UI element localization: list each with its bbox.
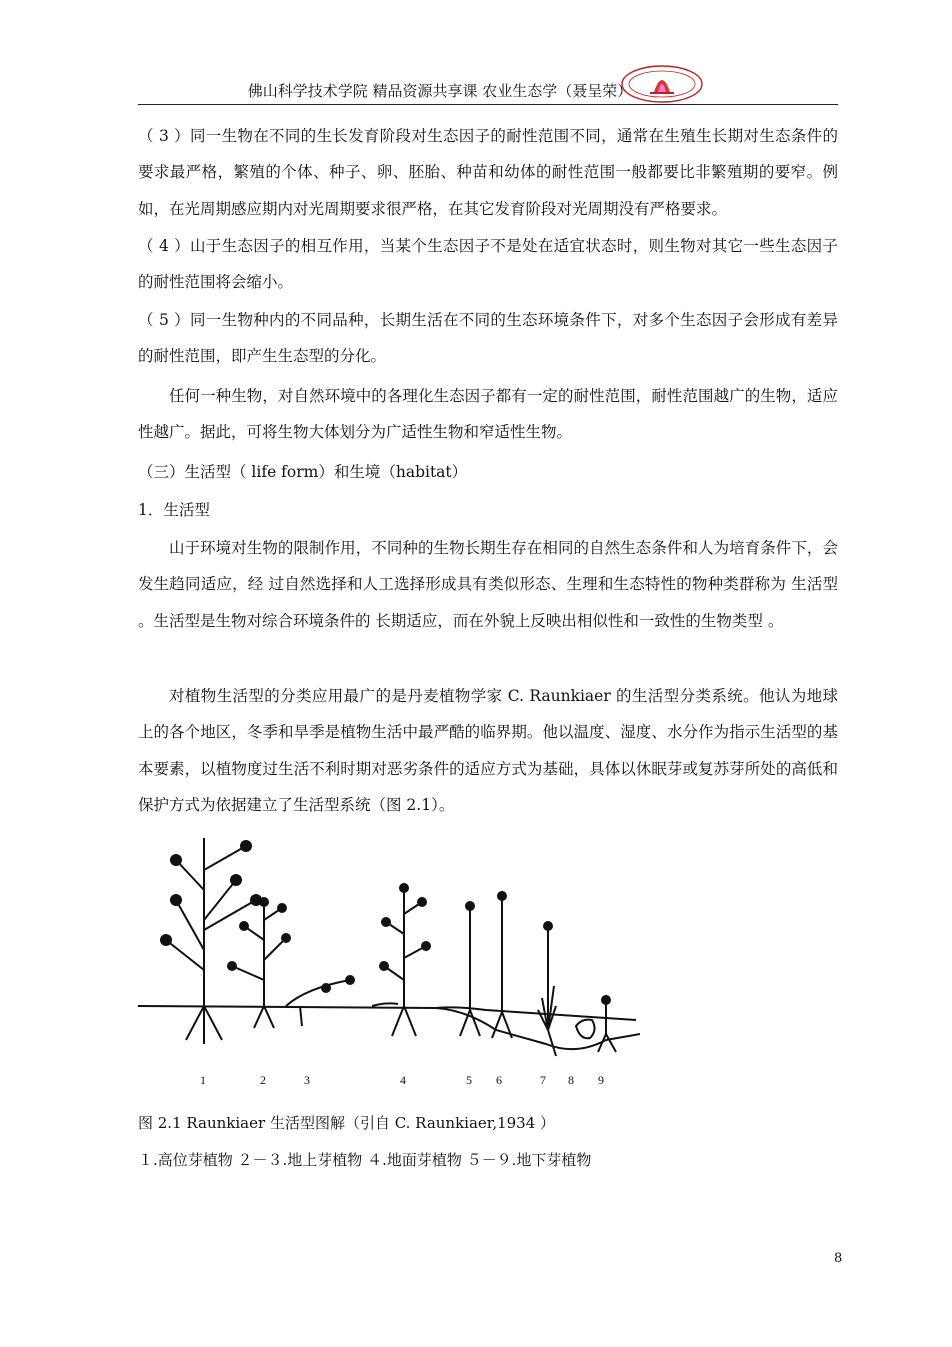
- paragraph-4: （ 4 ）山于生态因子的相互作用，当某个生态因子不是处在适宜状态时，则生物对其它一些生态因子的耐性范围将会缩小。: [138, 237, 838, 292]
- paragraph-5: （ 5 ）同一生物种内的不同品种，长期生活在不同的生态环境条件下，对多个生态因子会形成有差异的耐性范围，即产生生态型的分化。: [138, 311, 838, 366]
- figure-legend: １.高位芽植物 ２－３.地上芽植物 ４.地面芽植物 ５－９.地下芽植物: [138, 1151, 592, 1169]
- figure-label-6: 6: [496, 1073, 502, 1087]
- figure-label-5: 5: [466, 1073, 472, 1087]
- raunkiaer-life-form-illustration: [136, 830, 640, 1094]
- page-header: 佛山科学技术学院 精品资源共享课 农业生态学（聂呈荣）: [247, 82, 633, 100]
- figure-label-1: 1: [200, 1073, 206, 1087]
- section-heading-life-form: （三）生活型（ life form）和生境（habitat）: [138, 463, 468, 481]
- subsection-heading-life-form: 1．生活型: [138, 501, 210, 519]
- figure-label-4: 4: [400, 1073, 406, 1087]
- figure-label-2: 2: [260, 1073, 266, 1087]
- college-logo: [620, 64, 704, 104]
- figure-caption: 图 2.1 Raunkiaer 生活型图解（引自 C. Raunkiaer,1934 ）: [138, 1114, 556, 1132]
- figure-label-8: 8: [568, 1073, 574, 1087]
- paragraph-3: （ 3 ）同一生物在不同的生长发育阶段对生态因子的耐性范围不同，通常在生殖生长期对生态条件的要求最严格，繁殖的个体、种子、卵、胚胎、种苗和幼体的耐性范围一般都要比非繁殖期的要窄。例如，在光周期感应期内对光周期要求很严格，在其它发育阶段对光周期没有严格要求。: [138, 127, 838, 218]
- paragraph-tolerance: 任何一种生物，对自然环境中的各理化生态因子都有一定的耐性范围，耐性范围越广的生物，适应性越广。据此，可将生物大体划分为广适性生物和窄适性生物。: [138, 387, 838, 442]
- figure-label-9: 9: [598, 1073, 604, 1087]
- paragraph-life-form-definition: 山于环境对生物的限制作用，不同种的生物长期生存在相同的自然生态条件和人为培育条件下，会发生趋同适应，经 过自然选择和人工选择形成具有类似形态、生理和生态特性的物种类群称为 生活型 。生活型是生物对综合环境条件的 长期适应，而在外貌上反映出相似性和一致性的生物类型 。: [138, 539, 838, 630]
- page-number: 8: [834, 1251, 843, 1266]
- figure-label-3: 3: [304, 1073, 310, 1087]
- figure-label-7: 7: [540, 1073, 546, 1087]
- header-rule: [138, 104, 838, 105]
- paragraph-raunkiaer: 对植物生活型的分类应用最广的是丹麦植物学家 C. Raunkiaer 的生活型分类系统。他认为地球上的各个地区，冬季和旱季是植物生活中最严酷的临界期。他以温度、湿度、水分作为指示生活型的基本要素，以植物度过生活不利时期对恶劣条件的适应方式为基础，具体以休眠芽或复苏芽所处的高低和保护方式为依据建立了生活型系统（图 2.1）。: [138, 687, 838, 814]
